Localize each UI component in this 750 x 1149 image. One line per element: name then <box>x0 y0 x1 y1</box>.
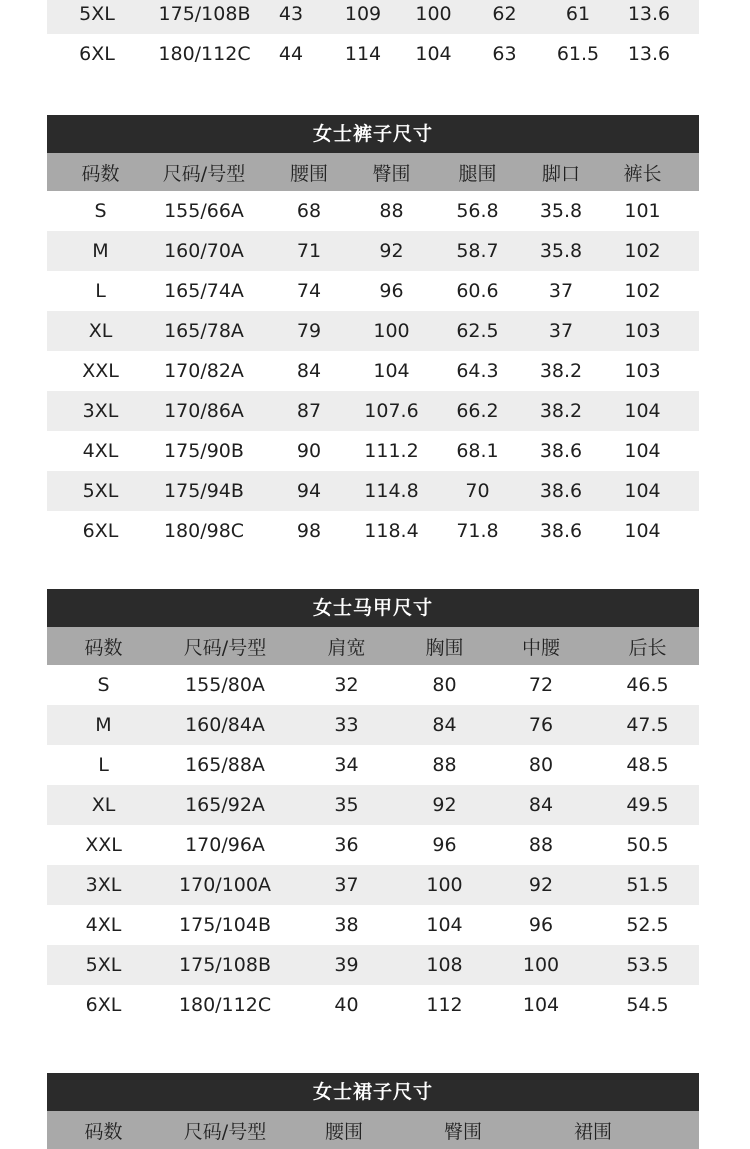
table-cell: XL <box>88 320 113 342</box>
table-cell: 38.2 <box>539 400 583 422</box>
table-cell: 6XL <box>79 43 115 65</box>
column-header: 腰围 <box>324 1120 363 1143</box>
table-cell: 58.7 <box>456 240 499 262</box>
table-cell: XXL <box>85 834 122 856</box>
top-size-table <box>47 0 699 74</box>
table-cell: L <box>95 280 106 302</box>
table-cell: 100 <box>426 874 463 896</box>
table-cell: 56.8 <box>456 200 499 222</box>
table-cell: 104 <box>522 994 560 1016</box>
table-cell: 96 <box>379 280 404 302</box>
table-row <box>47 311 699 351</box>
table-cell: 165/88A <box>185 754 265 776</box>
table-cell: 92 <box>432 794 457 816</box>
table-cell: 111.2 <box>364 440 419 462</box>
table-row <box>47 705 699 745</box>
column-header: 尺码/号型 <box>183 1120 267 1143</box>
table-cell: 96 <box>432 834 457 856</box>
table-cell: 71 <box>296 240 322 262</box>
table-cell: 3XL <box>82 400 119 422</box>
table-cell: 48.5 <box>626 754 669 776</box>
table-cell: 50.5 <box>626 834 669 856</box>
vest-size-table <box>47 589 699 1025</box>
pants-size-table <box>47 115 699 551</box>
table-row <box>47 865 699 905</box>
table-cell: 43 <box>278 3 304 25</box>
table-cell: 90 <box>296 440 322 462</box>
table-cell: 88 <box>528 834 554 856</box>
table-title: 女士裙子尺寸 <box>47 1073 699 1111</box>
table-cell: 108 <box>426 954 463 976</box>
skirt-size-table <box>47 1073 699 1149</box>
table-cell: 32 <box>334 674 359 696</box>
table-row <box>47 905 699 945</box>
table-row <box>47 231 699 271</box>
table-cell: 100 <box>522 954 560 976</box>
table-cell: 44 <box>278 43 304 65</box>
table-cell: 114 <box>344 43 382 65</box>
table-cell: 13.6 <box>627 43 671 65</box>
table-cell: 71.8 <box>456 520 499 542</box>
table-cell: 13.6 <box>627 3 671 25</box>
table-cell: 5XL <box>85 954 122 976</box>
table-cell: 68 <box>296 200 322 222</box>
table-row <box>47 34 699 74</box>
table-cell: 38 <box>334 914 359 936</box>
table-row <box>47 351 699 391</box>
table-cell: 104 <box>415 43 452 65</box>
table-row <box>47 471 699 511</box>
table-cell: 180/112C <box>158 43 251 65</box>
table-cell: 38.6 <box>539 480 583 502</box>
table-cell: 180/112C <box>178 994 272 1016</box>
table-cell: 180/98C <box>163 520 245 542</box>
table-cell: S <box>94 200 107 222</box>
table-cell: 118.4 <box>364 520 419 542</box>
column-header: 臀围 <box>443 1120 482 1143</box>
column-header: 裙围 <box>573 1120 612 1143</box>
table-body <box>47 665 699 1025</box>
table-row <box>47 0 699 34</box>
table-header-row <box>47 627 699 665</box>
table-cell: 155/66A <box>164 200 244 222</box>
column-header: 腿围 <box>458 162 497 185</box>
table-cell: 170/100A <box>179 874 271 896</box>
table-row <box>47 825 699 865</box>
table-cell: 104 <box>624 400 661 422</box>
table-cell: 37 <box>548 280 574 302</box>
table-cell: 40 <box>334 994 359 1016</box>
table-cell: 5XL <box>82 480 119 502</box>
table-cell: 88 <box>432 754 457 776</box>
table-cell: 175/108B <box>158 3 251 25</box>
table-cell: 175/90B <box>164 440 244 462</box>
table-cell: M <box>92 240 109 262</box>
table-cell: 88 <box>379 200 404 222</box>
table-row <box>47 665 699 705</box>
table-title: 女士裤子尺寸 <box>47 115 699 153</box>
table-cell: 114.8 <box>364 480 419 502</box>
table-cell: 160/84A <box>185 714 265 736</box>
table-cell: 104 <box>624 520 661 542</box>
table-row <box>47 785 699 825</box>
table-cell: 175/94B <box>164 480 244 502</box>
table-cell: 100 <box>373 320 410 342</box>
table-cell: 100 <box>415 3 452 25</box>
table-cell: 3XL <box>85 874 122 896</box>
table-cell: 37 <box>548 320 574 342</box>
table-header-row <box>47 1111 699 1149</box>
table-header-row <box>47 153 699 191</box>
table-cell: 61.5 <box>556 43 600 65</box>
table-cell: 35 <box>334 794 359 816</box>
table-cell: 107.6 <box>364 400 419 422</box>
table-cell: 104 <box>624 480 661 502</box>
table-cell: 53.5 <box>626 954 669 976</box>
table-cell: 175/104B <box>179 914 271 936</box>
table-cell: 104 <box>624 440 661 462</box>
table-cell: 49.5 <box>626 794 669 816</box>
table-cell: 102 <box>624 240 661 262</box>
table-cell: 96 <box>528 914 554 936</box>
table-cell: 64.3 <box>456 360 499 382</box>
table-cell: 72 <box>528 674 554 696</box>
table-row <box>47 191 699 231</box>
table-cell: 36 <box>334 834 359 856</box>
table-cell: 62.5 <box>456 320 499 342</box>
table-cell: 35.8 <box>539 200 583 222</box>
table-cell: 6XL <box>82 520 119 542</box>
table-cell: 87 <box>296 400 322 422</box>
column-header: 腰围 <box>289 162 328 185</box>
table-cell: 63 <box>492 43 517 65</box>
column-header: 臀围 <box>372 162 411 185</box>
table-body <box>47 191 699 551</box>
table-cell: M <box>95 714 112 736</box>
column-header: 码数 <box>84 1120 123 1143</box>
table-cell: 175/108B <box>179 954 271 976</box>
column-header: 胸围 <box>425 636 464 659</box>
table-row <box>47 391 699 431</box>
table-cell: 80 <box>432 674 457 696</box>
table-cell: 33 <box>334 714 359 736</box>
table-cell: XXL <box>82 360 119 382</box>
table-cell: 103 <box>624 360 661 382</box>
column-header: 脚口 <box>541 162 580 185</box>
column-header: 肩宽 <box>327 636 366 659</box>
table-cell: 66.2 <box>456 400 499 422</box>
table-cell: 170/96A <box>185 834 265 856</box>
table-cell: 38.6 <box>539 520 583 542</box>
table-cell: 170/86A <box>164 400 244 422</box>
table-cell: 54.5 <box>626 994 669 1016</box>
table-cell: 52.5 <box>626 914 669 936</box>
column-header: 裤长 <box>623 162 662 185</box>
table-cell: 104 <box>373 360 410 382</box>
table-row <box>47 431 699 471</box>
table-cell: 47.5 <box>626 714 669 736</box>
table-cell: S <box>97 674 110 696</box>
table-cell: 165/74A <box>164 280 244 302</box>
table-cell: 112 <box>426 994 463 1016</box>
column-header: 后长 <box>628 636 667 659</box>
table-cell: 104 <box>426 914 463 936</box>
table-cell: 92 <box>528 874 554 896</box>
table-cell: 5XL <box>79 3 115 25</box>
table-cell: 6XL <box>85 994 122 1016</box>
table-cell: 62 <box>492 3 517 25</box>
table-cell: 74 <box>296 280 322 302</box>
table-cell: 101 <box>624 200 661 222</box>
table-row <box>47 985 699 1025</box>
table-cell: 98 <box>296 520 322 542</box>
table-cell: 4XL <box>82 440 119 462</box>
table-cell: 103 <box>624 320 661 342</box>
table-cell: 170/82A <box>164 360 244 382</box>
table-cell: 38.6 <box>539 440 583 462</box>
column-header: 尺码/号型 <box>162 162 246 185</box>
table-cell: 92 <box>379 240 404 262</box>
table-cell: 155/80A <box>185 674 265 696</box>
column-header: 码数 <box>81 162 120 185</box>
table-cell: 80 <box>528 754 554 776</box>
table-cell: 68.1 <box>456 440 499 462</box>
column-header: 码数 <box>84 636 123 659</box>
table-cell: 70 <box>465 480 490 502</box>
table-cell: 94 <box>296 480 322 502</box>
table-row <box>47 271 699 311</box>
table-cell: 165/92A <box>185 794 265 816</box>
table-cell: 61 <box>565 3 591 25</box>
table-cell: 84 <box>528 794 554 816</box>
table-cell: XL <box>91 794 116 816</box>
table-cell: L <box>98 754 109 776</box>
table-row <box>47 945 699 985</box>
table-cell: 34 <box>334 754 359 776</box>
table-cell: 46.5 <box>626 674 669 696</box>
table-cell: 51.5 <box>626 874 669 896</box>
column-header: 尺码/号型 <box>183 636 267 659</box>
table-row <box>47 511 699 551</box>
table-cell: 79 <box>296 320 322 342</box>
table-cell: 35.8 <box>539 240 583 262</box>
table-cell: 39 <box>334 954 359 976</box>
table-row <box>47 745 699 785</box>
table-cell: 84 <box>296 360 322 382</box>
table-cell: 37 <box>334 874 359 896</box>
table-cell: 84 <box>432 714 457 736</box>
table-cell: 76 <box>528 714 554 736</box>
table-cell: 165/78A <box>164 320 244 342</box>
table-title: 女士马甲尺寸 <box>47 589 699 627</box>
table-cell: 109 <box>344 3 382 25</box>
table-cell: 102 <box>624 280 661 302</box>
table-cell: 38.2 <box>539 360 583 382</box>
column-header: 中腰 <box>521 636 560 659</box>
table-cell: 60.6 <box>456 280 499 302</box>
table-cell: 4XL <box>85 914 122 936</box>
table-cell: 160/70A <box>164 240 244 262</box>
